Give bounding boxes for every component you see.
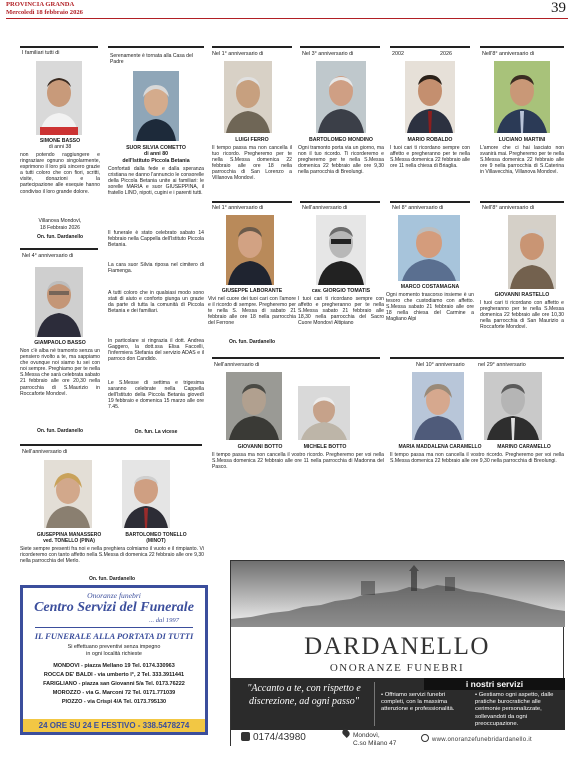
rastello-anniversary: Nell'8° anniversario di: [482, 205, 535, 211]
divider: [390, 357, 564, 359]
tonello-name: BARTOLOMEO TONELLO: [125, 532, 187, 538]
divider: [300, 201, 380, 203]
website-url: www.onoranzefunebridardanello.it: [432, 737, 532, 743]
simone-basso-photo: [36, 61, 82, 135]
dardanello-advert: [230, 560, 564, 746]
botto-text: Il tempo passa ma non cancella il vostro ricordo. Pregheremo per voi nella S.Messa domenica 22 febbraio alle ore 11 nella parrocchia di Madonna del Pasco.: [212, 452, 384, 471]
basso-date: 18 Febbraio 2026: [40, 225, 80, 231]
ad-since: ... dal 1997: [149, 617, 179, 624]
ferro-text: Il tempo passa ma non cancella il tuo ricordo. Pregheremo per te nella S.Messa domenica 22 febbraio alle ore 18 nella parrocchia di San Lorenzo a Villanova Mondovì.: [212, 145, 292, 182]
divider: [20, 248, 98, 250]
ad-title: Centro Servizi del Funerale: [34, 600, 194, 615]
divider: [390, 46, 470, 48]
tonello-name-2: (MINOT): [146, 538, 166, 544]
basso-text: non potendo raggiungere e ringraziare ognuno singolarmente, esprimono il loro più sincero grazie a tutti coloro che con fiori, scritti, visite, donazioni e la partecipazione alle esequie hanno condiviso il loro grande dolore.: [20, 152, 100, 195]
ferro-anniversary: Nel 1° anniversario di: [212, 51, 264, 57]
page-number: 39: [551, 0, 566, 16]
divider: [480, 201, 564, 203]
cometto-intro: Serenamente è tornata alla Casa del Padre: [110, 53, 193, 66]
manassero-funeral-home: On. fun. Dardanello: [88, 576, 136, 582]
divider: [212, 46, 292, 48]
giuseppina-manassero-photo: [44, 460, 92, 528]
robaldo-year-1: 2002: [392, 51, 404, 57]
phone-number: 0174/43980: [253, 732, 306, 743]
ad-hours-phone: 24 ORE SU 24 E FESTIVO - 338.5478274: [23, 719, 205, 732]
ad-quote-line-1: Si effettuano preventivi senza impegno: [67, 644, 161, 650]
luigi-ferro-photo: [224, 61, 272, 133]
divider: [108, 46, 204, 48]
giorgio-tomatis-photo: [316, 215, 366, 285]
skyline-illustration: [231, 561, 565, 627]
tomatis-name: cav. GIORGIO TOMATIS: [311, 288, 371, 294]
cometto-masses: Le S.Messe di settima e trigesima saranno celebrate nella Cappella dell'Istituto della Piccola Betania giovedì 19 febbraio e domenica 15 marzo alle ore 7.45.: [108, 380, 204, 411]
giampaolo-name: GIAMPAOLO BASSO: [34, 340, 86, 346]
tomatis-text: I tuoi cari ti ricordano sempre con affetto e pregheranno per te nella S.Messa sabato 21 febbraio alle 18,30 nella parrocchia del Sacro Cuore Mondovì Altipiano: [298, 296, 384, 327]
giovanni-botto-name: GIOVANNI BOTTO: [237, 444, 283, 450]
bartolomeo-mondino-photo: [316, 61, 366, 133]
cometto-funeral-home: On. fun. La vicese: [134, 429, 178, 435]
cometto-funeral: Il funerale è stato celebrato sabato 14 febbraio nella Cappella dell'Istituto Piccola Betania.: [108, 230, 204, 249]
ferro-name: LUIGI FERRO: [235, 137, 269, 143]
robaldo-text: I tuoi cari ti ricordano sempre con affetto e pregheranno per te nella S.Messa domenica 22 febbraio alle ore 11 nella chiesa di Briaglia.: [390, 145, 470, 170]
dardanello-quote: "Accanto a te, con rispetto e discrezione, ad ogni passo": [247, 683, 361, 707]
cometto-thanks: A tutti coloro che in qualsiasi modo sono stati di aiuto e conforto giunga un grazie da parte di tutta la comunità di Piccola Betania e dei familiari.: [108, 290, 204, 315]
cometto-age: di anni 80: [144, 151, 168, 157]
divider: [480, 46, 564, 48]
mondino-name: BARTOLOMEO MONDINO: [309, 137, 373, 143]
address-line-1: Mondovì,: [353, 732, 380, 739]
basso-age: di anni 38: [48, 144, 72, 150]
basso-funeral-home: On. fun. Dardanello: [36, 234, 84, 240]
costamagna-name: MARCO COSTAMAGNA: [400, 284, 460, 290]
marino-caramello-photo: [484, 372, 542, 440]
divider: [212, 201, 292, 203]
mondino-anniversary: Nel 3° anniversario di: [302, 51, 354, 57]
basso-name: SIMONE BASSO: [39, 138, 81, 144]
mario-robaldo-photo: [405, 61, 455, 133]
service-bullet-1-text: Offriamo servizi funebri completi, con la massima attenzione e professionalità.: [381, 692, 455, 713]
location-pin-icon: [341, 728, 351, 738]
marco-costamagna-photo: [398, 215, 460, 281]
ad-address-mondovi: MONDOVI - piazza Mellano 19 Tel. 0174.330963: [53, 663, 175, 669]
luciano-martini-photo: [494, 61, 550, 133]
centro-servizi-advert: [20, 585, 208, 735]
vertical-divider: [374, 682, 375, 726]
rastello-text: I tuoi cari ti ricordano con affetto e pregheranno per te nella S.Messa domenica 22 febbraio alle ore 10,30 nella parrocchia di San Maurizio a Roccaforte Mondovì.: [480, 300, 564, 331]
service-bullet-2-text: Gestiamo ogni aspetto, dalle pratiche burocratiche alle cerimonie personalizzate, sollevandoti da ogni preoccupazione.: [475, 692, 554, 727]
cometto-institute: dell'Istituto Piccola Betania: [122, 158, 190, 164]
divider: [212, 357, 380, 359]
ad-rule: [35, 627, 193, 628]
cometto-announcement: Confortati dalla fede e dalla speranza cristiana ne danno l'annuncio le consorelle della Piccola Betania unite ai familiari: le sorelle MARIA e suor GIUSEPPINA, il fratello LINO, nipoti, cugini e i parenti tutti.: [108, 166, 204, 197]
basso-intro: I familiari tutti di: [22, 50, 60, 56]
giovanni-botto-photo: [226, 372, 282, 440]
suor-silvia-photo: [133, 71, 179, 141]
caramello-anniversary-1: Nel 10° anniversario: [416, 362, 465, 368]
ad-address-morozzo: MOROZZO - via G. Marconi 72 Tel. 0171.771039: [52, 690, 176, 696]
robaldo-year-2: 2026: [440, 51, 452, 57]
header-rule: [6, 18, 568, 19]
martini-anniversary: Nell'8° anniversario di: [482, 51, 535, 57]
cometto-thanks-2: In particolare si ringrazia il dott. Andrea Gaggero, la dott.ssa Elisa Faccelli, l'infermiera Stefania del servizio ADAS e il parroco don Candido.: [108, 338, 204, 363]
dardanello-address: [343, 729, 396, 748]
dardanello-subtitle: ONORANZE FUNEBRI: [329, 662, 465, 674]
cometto-name: SUOR SILVIA COMETTO: [126, 145, 186, 151]
address-line-2: C.so Milano 47: [353, 740, 397, 747]
caramello-anniversary-2: nel 29° anniversario: [478, 362, 526, 368]
ad-slogan: IL FUNERALE ALLA PORTATA DI TUTTI: [34, 631, 194, 641]
robaldo-name: MARIO ROBALDO: [407, 137, 453, 143]
phone-icon: [241, 732, 250, 741]
giampaolo-anniversary: Nel 4° anniversario di: [22, 253, 74, 259]
ad-address-farigliano: FARIGLIANO - piazza san Giovanni 5/a Tel. 0173.76222: [43, 681, 185, 687]
costamagna-anniversary: Nel 8° anniversario di: [392, 205, 444, 211]
bartolomeo-tonello-photo: [122, 460, 170, 528]
ad-address-piozzo: PIOZZO - via Crispi 4/A Tel. 0173.795130: [61, 699, 167, 705]
rastello-name: GIOVANNI RASTELLO: [494, 292, 550, 298]
basso-place: Villanova Mondovì,: [38, 218, 82, 224]
mondino-text: Ogni tramonto porta via un giorno, ma non il tuo ricordo. Ti ricorderemo e pregheremo per te nella S.Messa domenica 22 febbraio alle ore 9,30 nella parrocchia di Breolungi.: [298, 145, 384, 176]
service-bullet-2: • Gestiamo ogni aspetto, dalle pratiche burocratiche alle cerimonie personalizzate, sollevandoti da ogni preoccupazione.: [475, 692, 554, 727]
laborante-name: GIUSEPPE LABORANTE: [221, 288, 283, 294]
giampaolo-funeral-home: On. fun. Dardanello: [36, 428, 84, 434]
maria-maddalena-name: MARIA MADDALENA CARAMELLO: [398, 444, 482, 450]
ad-address-rocca: ROCCA DE' BALDI - via umberto I°, 2 Tel. 333.3911441: [43, 672, 185, 678]
laborante-anniversary: Nel 1° anniversario di: [212, 205, 264, 211]
giovanni-rastello-photo: [508, 215, 556, 289]
dardanello-phone: [241, 732, 306, 743]
martini-text: L'amore che ci hai lasciato non svanirà mai. Pregheremo per te nella S.Messa domenica 22 febbraio alle ore 9 nella parrocchia di S.Caterina in Villavecchia, Villanova Mondovì.: [480, 145, 564, 176]
martini-name: LUCIANO MARTINI: [498, 137, 546, 143]
michele-botto-name: MICHELE BOTTO: [303, 444, 347, 450]
marino-name: MARINO CARAMELLO: [497, 444, 551, 450]
divider: [20, 46, 98, 48]
laborante-funeral-home: On. fun. Dardanello: [228, 339, 276, 345]
publication-name: PROVINCIA GRANDA: [6, 1, 75, 8]
caramello-text: Il tempo passa ma non cancella il vostro ricordo. Pregheremo per voi nella S.Messa domenica 22 febbraio alle ore 9,30 nella parrocchia di Breolungi.: [390, 452, 564, 465]
ad-subtitle: Onoranze funebri: [87, 591, 141, 600]
cometto-rest: La cara suor Silvia riposa nel cimitero di Fiamenga.: [108, 262, 204, 275]
giuseppe-laborante-photo: [226, 215, 274, 285]
botto-anniversary: Nell'anniversario di: [214, 362, 260, 368]
giampaolo-text: Non c'è alba né tramonto senza un pensiero rivolto a te, ma sappiamo che ovunque noi siamo tu sei con noi sempre. Preghiamo per te nella S.Messa che sarà celebrata sabato 21 febbraio alle ore 20,30 nella parrocchia di S.Maurizio in Roccaforte Mondovì.: [20, 348, 100, 397]
divider: [20, 444, 202, 446]
michele-botto-photo: [298, 386, 350, 440]
globe-icon: [421, 734, 429, 742]
costamagna-text: Ogni momento trascorso insieme è un tesoro che custodiamo con affetto. S.Messa sabato 21 febbraio alle ore 18 nella chiesa del Carmine a Magliano Alpi: [386, 292, 474, 323]
manassero-name: GIUSEPPINA MANASSERO: [36, 532, 102, 538]
manassero-name-2: ved. TONELLO (PINA): [43, 538, 95, 544]
giampaolo-basso-photo: [35, 267, 83, 337]
dardanello-website[interactable]: [421, 734, 532, 743]
ad-quote-line-2: in ogni località richieste: [86, 651, 142, 657]
tomatis-anniversary: Nell'anniversario di: [302, 205, 348, 211]
divider: [390, 201, 470, 203]
maria-maddalena-caramello-photo: [412, 372, 464, 440]
laborante-text: Vivi nel cuore dei tuoi cari con l'amore e il ricordo di sempre. Pregheremo per te nella S. Messa di sabato 21 febbraio alle ore 18 nella parrocchia del Ferrone: [208, 296, 296, 327]
service-bullet-1: • Offriamo servizi funebri completi, con la massima attenzione e professionalità.: [381, 692, 455, 713]
dardanello-name: DARDANELLO: [304, 633, 490, 660]
manassero-text: Siete sempre presenti fra noi e nella preghiera colmiamo il vuoto e il rimpianto. Vi ricorderemo con tanto affetto nella S.Messa di domenica 22 febbraio alle ore 9,30 nella parrocchia del Merlo.: [20, 546, 204, 565]
divider: [300, 46, 380, 48]
publication-date: Mercoledì 18 febbraio 2026: [6, 9, 83, 16]
services-title: i nostri servizi: [424, 678, 565, 690]
manassero-anniversary: Nell'anniversario di: [22, 449, 68, 455]
